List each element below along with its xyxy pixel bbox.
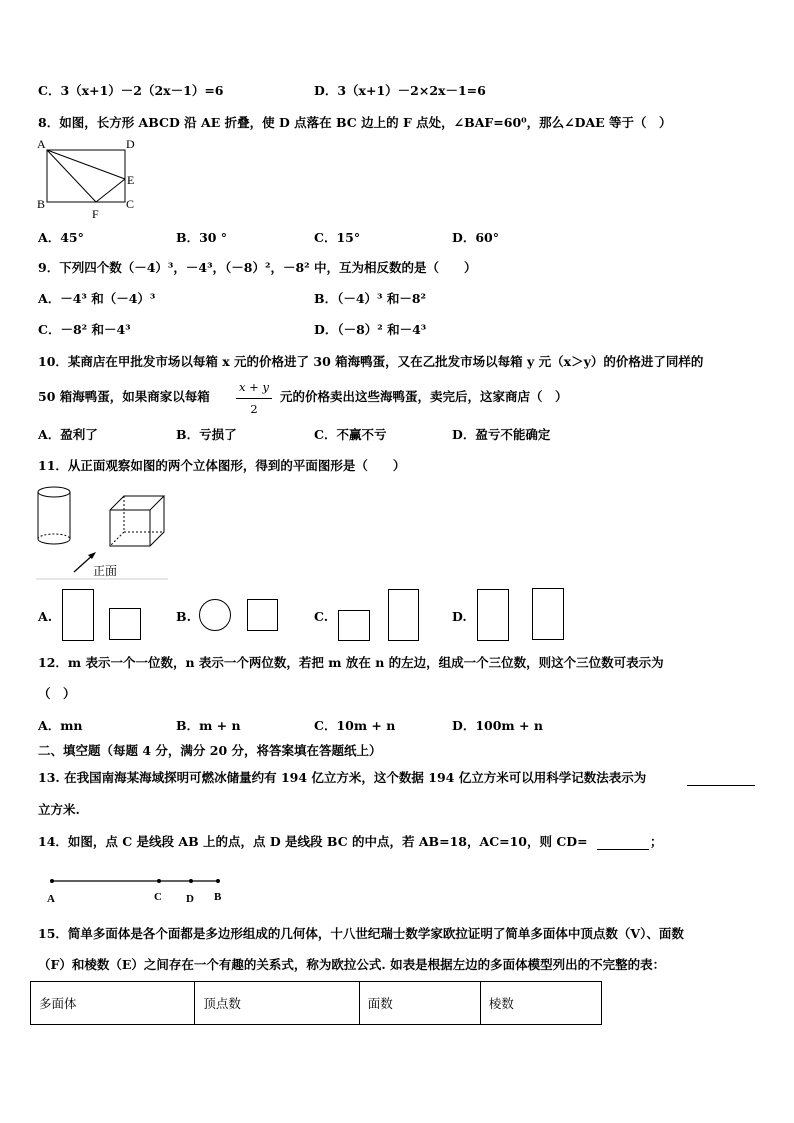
table-header-faces: 面数	[359, 982, 480, 1025]
q11-option-b-letter: B.	[176, 609, 191, 624]
q10-line2a: 50 箱海鸭蛋，如果商家以每箱	[38, 389, 210, 404]
q10-option-a: A．盈利了	[38, 427, 98, 442]
q11-stem: 11．从正面观察如图的两个立体图形，得到的平面图形是（ ）	[38, 458, 406, 473]
q10-line2b: 元的价格卖出这些海鸭蛋，卖完后，这家商店（ ）	[280, 389, 568, 404]
q14-tail: ；	[650, 834, 663, 849]
q13-line1: 13. 在我国南海某海域探明可燃冰储量约有 194 亿立方米，这个数据 194 亿立方米可以用科学记数法表示为	[38, 770, 647, 785]
q11-option-c-square	[338, 610, 370, 641]
q11-option-d-letter: D.	[452, 609, 467, 624]
q11-option-a-square	[109, 608, 141, 640]
q13-answer-blank	[687, 785, 755, 786]
q9-option-a: A．－4³ 和（－4）³	[38, 291, 156, 306]
q11-option-a-letter: A.	[38, 609, 53, 624]
q11-option-b-square	[247, 599, 278, 631]
q7-option-d: D．3（x+1）－2×2x－1=6	[314, 83, 486, 98]
q8-option-b: B．30 °	[176, 230, 228, 245]
q14-stem: 14．如图，点 C 是线段 AB 上的点，点 D 是线段 BC 的中点，若 AB=18，AC=10，则 CD=	[38, 834, 588, 849]
q14-segment-figure	[40, 872, 240, 906]
q8-rectangle-figure	[34, 135, 144, 220]
q12-line1: 12．m 表示一个一位数，n 表示一个两位数，若把 m 放在 n 的左边，组成一个三位数，则这个三位数可表示为	[38, 655, 664, 670]
q8-option-c: C．15°	[314, 230, 361, 245]
q10-option-d: D．盈亏不能确定	[452, 427, 551, 442]
q8-label-e: E	[127, 173, 135, 187]
q14-answer-blank	[597, 849, 649, 850]
q15-euler-table	[30, 981, 602, 1025]
q14-point-b: B	[214, 891, 222, 903]
q11-front-label: 正面	[93, 564, 118, 578]
q12-line2: （ ）	[38, 686, 76, 701]
table-header-edges: 棱数	[480, 982, 601, 1025]
section-2-heading: 二、填空题（每题 4 分，满分 20 分，将答案填在答题纸上）	[38, 743, 382, 758]
table-row	[31, 982, 602, 1025]
q8-option-d: D．60°	[452, 230, 499, 245]
q11-option-a-rect-tall	[62, 589, 94, 641]
q15-line2: （F）和棱数（E）之间存在一个有趣的关系式，称为欧拉公式. 如表是根据左边的多面体模型列出的不完整的表：	[38, 957, 666, 972]
q8-label-b: B	[37, 197, 46, 211]
q11-option-c-letter: C.	[314, 609, 329, 624]
q8-stem: 8．如图，长方形 ABCD 沿 AE 折叠，使 D 点落在 BC 边上的 F 点处，∠BAF=60⁰，那么∠DAE 等于（ ）	[38, 115, 672, 130]
q10-option-c: C．不赢不亏	[314, 427, 387, 442]
q9-option-c: C．－8² 和－4³	[38, 322, 131, 337]
q7-option-c: C．3（x+1）－2（2x－1）=6	[38, 83, 224, 98]
q9-option-d: D．（－8）² 和－4³	[314, 322, 427, 337]
q8-label-f: F	[92, 207, 99, 220]
table-header-vertices: 顶点数	[195, 982, 359, 1025]
q9-option-b: B．（－4）³ 和－8²	[314, 291, 427, 306]
q15-line1: 15．简单多面体是各个面都是多边形组成的几何体，十八世纪瑞士数学家欧拉证明了简单多面体中顶点数（V）、面数	[38, 926, 684, 941]
table-header-polyhedron: 多面体	[31, 982, 195, 1025]
q12-option-c: C．10m + n	[314, 718, 396, 733]
q10-option-b: B．亏损了	[176, 427, 237, 442]
q11-option-b-circle	[199, 599, 231, 631]
q8-label-c: C	[126, 197, 135, 211]
q10-fraction-denominator: 2	[250, 402, 258, 416]
q8-option-a: A．45°	[38, 230, 84, 245]
q12-option-a: A．mn	[38, 718, 83, 733]
q10-fraction-bar	[236, 398, 272, 399]
q8-label-a: A	[37, 137, 46, 151]
q14-point-c: C	[154, 891, 162, 903]
q8-label-d: D	[126, 137, 135, 151]
q14-point-a: A	[47, 893, 55, 905]
q10-line1: 10．某商店在甲批发市场以每箱 x 元的价格进了 30 箱海鸭蛋，又在乙批发市场以每箱 y 元（x＞y）的价格进了同样的	[38, 354, 704, 369]
q9-stem: 9．下列四个数（－4）³，－4³，（－8）²，－8² 中，互为相反数的是（ ）	[38, 260, 477, 275]
q10-fraction-numerator: x + y	[239, 380, 269, 394]
q11-option-d-rect-right	[532, 588, 564, 640]
q12-option-d: D．100m + n	[452, 718, 543, 733]
q11-option-d-rect-left	[477, 589, 509, 641]
q12-option-b: B．m + n	[176, 718, 241, 733]
q13-line2: 立方米.	[38, 802, 80, 817]
q11-option-c-rect-tall	[388, 589, 419, 641]
q14-point-d: D	[186, 893, 194, 905]
